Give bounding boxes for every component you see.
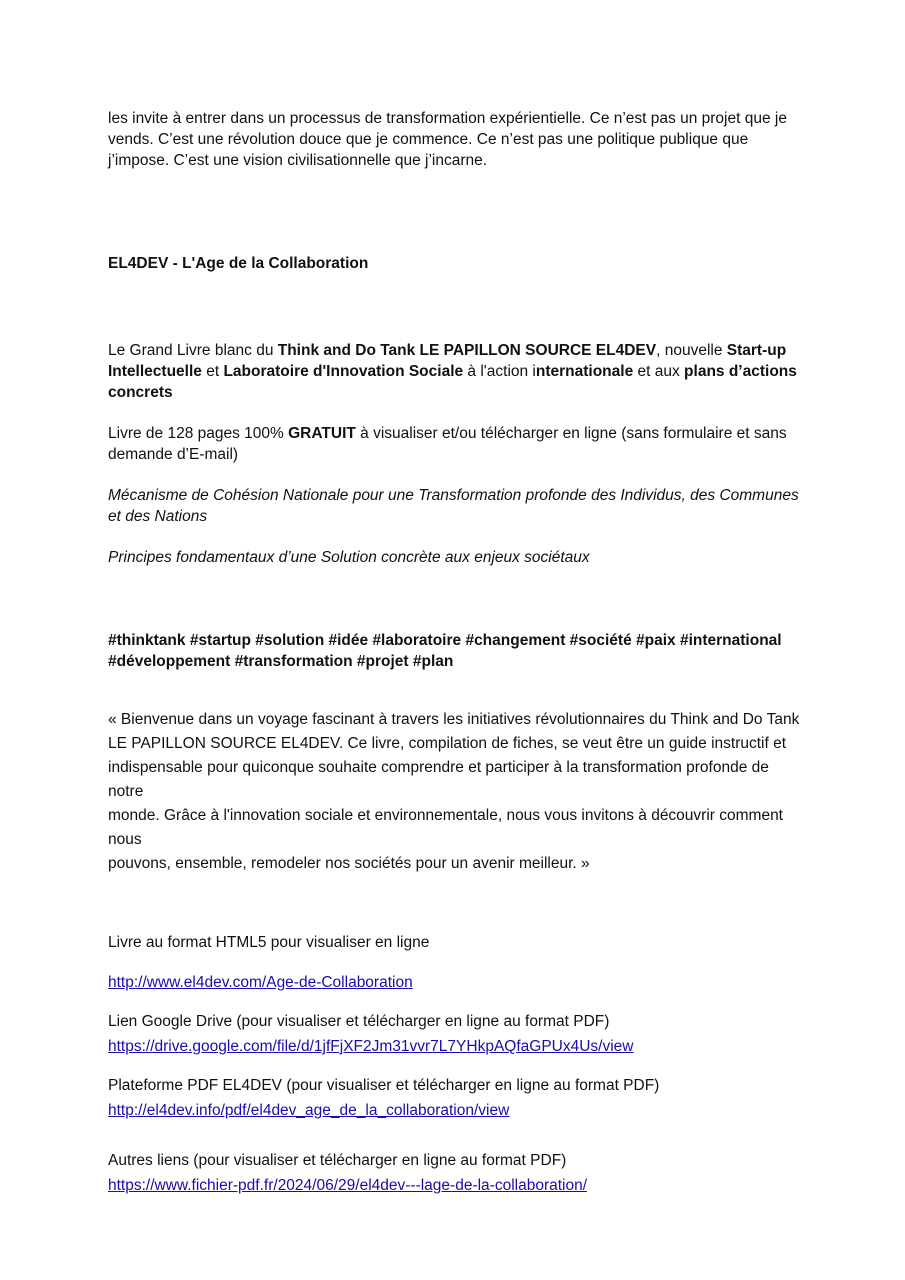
description-text-5: et aux bbox=[633, 363, 685, 380]
gdrive-label: Lien Google Drive (pour visualiser et télécharger en ligne au format PDF) bbox=[108, 1013, 610, 1030]
quote-line: LE PAPILLON SOURCE EL4DEV. Ce livre, compilation de fiches, se veut être un guide instructif et bbox=[108, 735, 787, 752]
description-paragraph bbox=[108, 340, 808, 403]
intro-paragraph: les invite à entrer dans un processus de transformation expérientielle. Ce n’est pas un projet que je vends. C’est une révolution douce que je commence. Ce n’est pas une politique publique que j’impose. C’est une vision civilisationnelle que j’incarne. bbox=[108, 110, 787, 169]
description-bold-3: Laboratoire d'Innovation Sociale bbox=[223, 363, 464, 380]
description-text-2: , nouvelle bbox=[656, 342, 727, 359]
description-bold-2: Start-up Intellectuelle bbox=[108, 342, 787, 380]
html5-link[interactable]: http://www.el4dev.com/Age-de-Collaboration bbox=[108, 974, 413, 991]
book-info-text-2: à visualiser et/ou télécharger en ligne (sans formulaire et sans demande d’E-mail) bbox=[108, 425, 787, 463]
quote-line: indispensable pour quiconque souhaite comprendre et participer à la transformation profonde de notre bbox=[108, 759, 769, 800]
hashtags: #thinktank #startup #solution #idée #laboratoire #changement #société #paix #international #développement #transformation #projet #plan bbox=[108, 632, 782, 670]
pdf-platform-label: Plateforme PDF EL4DEV (pour visualiser et télécharger en ligne au format PDF) bbox=[108, 1077, 660, 1094]
html5-label: Livre au format HTML5 pour visualiser en ligne bbox=[108, 934, 430, 951]
other-link[interactable]: https://www.fichier-pdf.fr/2024/06/29/el4dev---lage-de-la-collaboration/ bbox=[108, 1177, 588, 1194]
description-bold-4: nternationale bbox=[535, 363, 634, 380]
other-links-label: Autres liens (pour visualiser et télécharger en ligne au format PDF) bbox=[108, 1152, 567, 1169]
quote-line: « Bienvenue dans un voyage fascinant à travers les initiatives révolutionnaires du Think and Do Tank bbox=[108, 711, 800, 728]
document-page bbox=[108, 106, 808, 1196]
description-bold-5: plans d’actions concrets bbox=[108, 363, 797, 401]
pdf-platform-link-line bbox=[108, 1100, 808, 1121]
pdf-platform-link[interactable]: http://el4dev.info/pdf/el4dev_age_de_la_collaboration/view bbox=[108, 1102, 510, 1119]
description-text-1: Le Grand Livre blanc du bbox=[108, 342, 278, 359]
description-text-4: à l'action i bbox=[463, 363, 536, 380]
description-text-3: et bbox=[201, 363, 224, 380]
other-link-line bbox=[108, 1175, 808, 1196]
gdrive-link[interactable]: https://drive.google.com/file/d/1jfFjXF2Jm31vvr7L7YHkpAQfaGPUx4Us/view bbox=[108, 1038, 634, 1055]
html5-link-line bbox=[108, 972, 808, 993]
gdrive-link-line bbox=[108, 1036, 808, 1057]
book-info-bold: GRATUIT bbox=[288, 425, 356, 442]
quote-line: pouvons, ensemble, remodeler nos sociétés pour un avenir meilleur. » bbox=[108, 855, 590, 872]
description-bold-1: Think and Do Tank LE PAPILLON SOURCE EL4DEV bbox=[277, 342, 657, 359]
section-heading: EL4DEV - L'Age de la Collaboration bbox=[108, 255, 369, 272]
book-info-text-1: Livre de 128 pages 100% bbox=[108, 425, 289, 442]
quote-block bbox=[108, 708, 808, 876]
book-info-paragraph bbox=[108, 423, 808, 465]
subtitle-2: Principes fondamentaux d’une Solution concrète aux enjeux sociétaux bbox=[108, 549, 590, 566]
subtitle-1: Mécanisme de Cohésion Nationale pour une Transformation profonde des Individus, des Communes et des Nations bbox=[108, 487, 799, 525]
quote-line: monde. Grâce à l'innovation sociale et environnementale, nous vous invitons à découvrir comment nous bbox=[108, 807, 783, 848]
